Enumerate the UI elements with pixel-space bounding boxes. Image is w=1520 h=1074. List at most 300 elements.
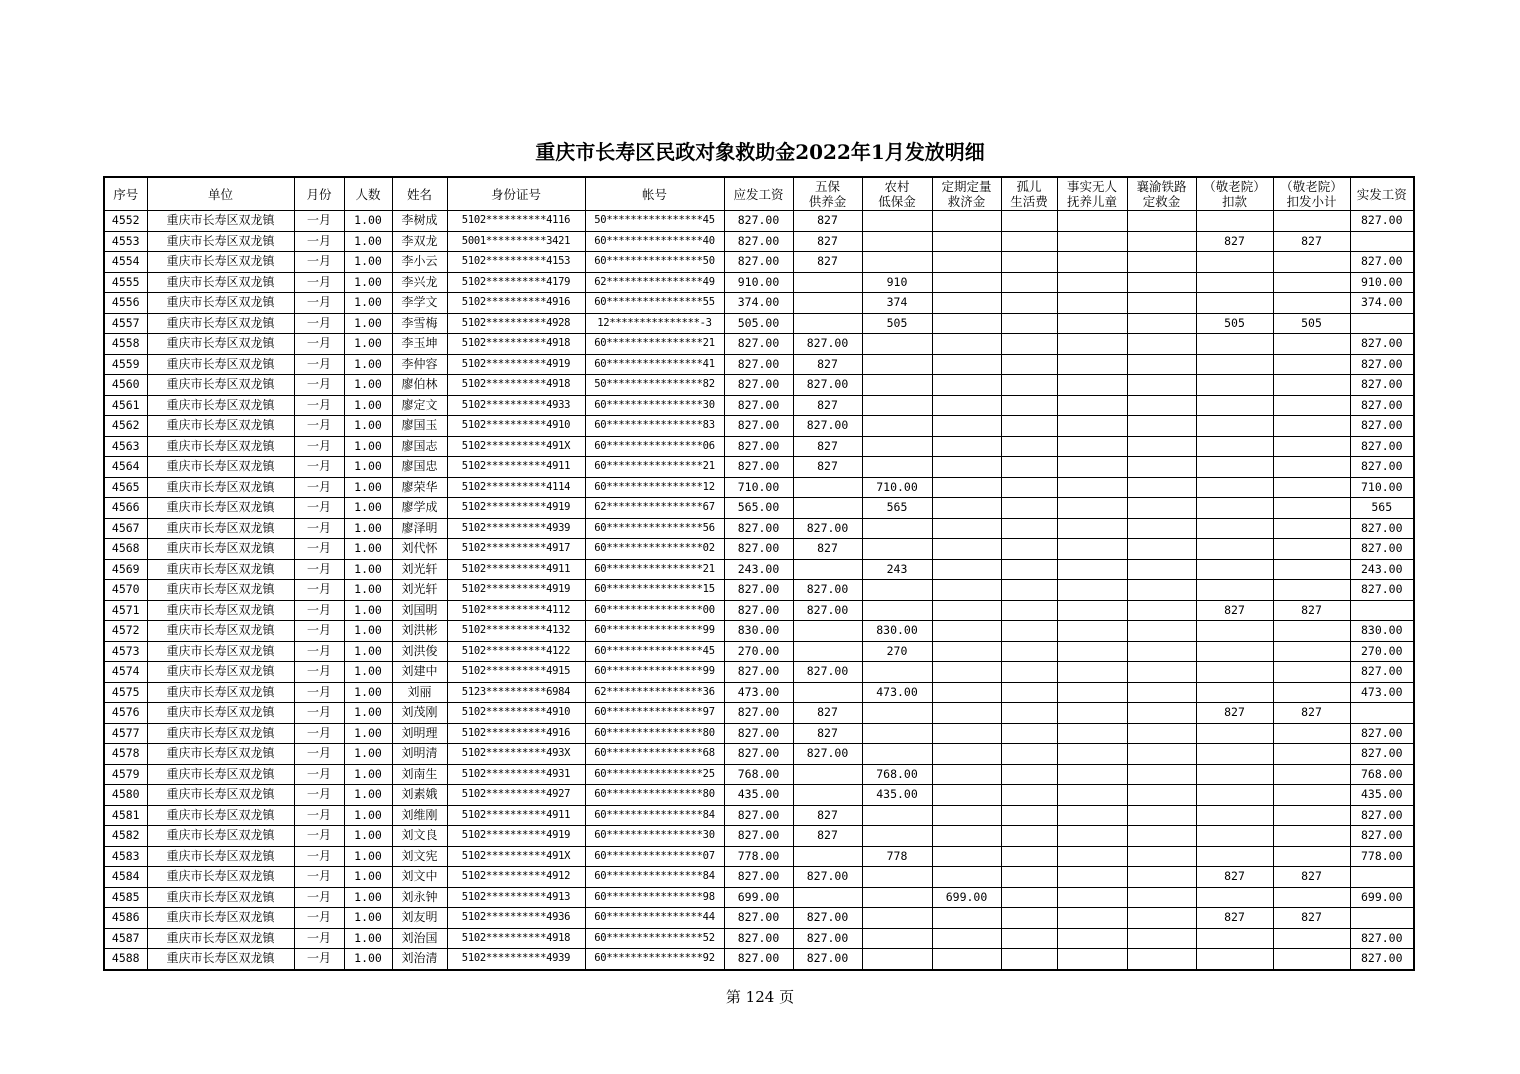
- cell-dibao: 435.00: [862, 785, 932, 806]
- table-row: [104, 682, 1414, 703]
- cell-nursing-subtotal: [1273, 518, 1350, 539]
- cell-name: 李小云: [392, 252, 447, 273]
- cell-nursing-subtotal: [1273, 252, 1350, 273]
- cell-nursing-deduct: [1196, 887, 1273, 908]
- cell-unattended-child: [1057, 723, 1127, 744]
- cell-nursing-deduct: 827: [1196, 867, 1273, 888]
- cell-nursing-subtotal: [1273, 928, 1350, 949]
- cell-month: 一月: [294, 908, 344, 929]
- table-row: [104, 703, 1414, 724]
- cell-dibao: [862, 949, 932, 970]
- cell-payable: 768.00: [724, 764, 793, 785]
- cell-id-number: 5102**********4911: [447, 457, 585, 478]
- cell-actual-pay: 699.00: [1350, 887, 1414, 908]
- cell-seq: 4569: [104, 559, 147, 580]
- cell-count: 1.00: [344, 846, 392, 867]
- cell-count: 1.00: [344, 313, 392, 334]
- header-payable: [724, 177, 793, 211]
- cell-unattended-child: [1057, 744, 1127, 765]
- cell-nursing-subtotal: 827: [1273, 867, 1350, 888]
- cell-unit: 重庆市长寿区双龙镇: [147, 272, 294, 293]
- header-seq-line: 序号: [113, 186, 139, 202]
- cell-nursing-subtotal: [1273, 846, 1350, 867]
- cell-xiangyu: [1127, 539, 1196, 560]
- cell-dibao: [862, 416, 932, 437]
- cell-xiangyu: [1127, 949, 1196, 970]
- cell-nursing-deduct: [1196, 805, 1273, 826]
- cell-id-number: 5102**********4919: [447, 826, 585, 847]
- cell-dibao: 270: [862, 641, 932, 662]
- cell-account: 50****************45: [585, 211, 724, 232]
- cell-xiangyu: [1127, 354, 1196, 375]
- cell-name: 刘明理: [392, 723, 447, 744]
- cell-dibao: [862, 211, 932, 232]
- cell-month: 一月: [294, 949, 344, 970]
- cell-actual-pay: 243.00: [1350, 559, 1414, 580]
- cell-xiangyu: [1127, 416, 1196, 437]
- cell-nursing-deduct: [1196, 436, 1273, 457]
- cell-count: 1.00: [344, 375, 392, 396]
- cell-wubao: [793, 559, 862, 580]
- page-title: 重庆市长寿区民政对象救助金2022年1月发放明细: [535, 140, 985, 164]
- cell-unattended-child: [1057, 580, 1127, 601]
- header-orphan-line: 生活费: [1010, 194, 1048, 209]
- cell-unattended-child: [1057, 785, 1127, 806]
- cell-name: 刘文宪: [392, 846, 447, 867]
- cell-id-number: 5102**********4918: [447, 334, 585, 355]
- cell-name: 李兴龙: [392, 272, 447, 293]
- cell-actual-pay: 827.00: [1350, 662, 1414, 683]
- cell-nursing-subtotal: [1273, 785, 1350, 806]
- cell-dingqi: [932, 313, 1001, 334]
- cell-id-number: 5102**********493X: [447, 744, 585, 765]
- cell-nursing-subtotal: [1273, 764, 1350, 785]
- cell-actual-pay: 827.00: [1350, 518, 1414, 539]
- cell-unit: 重庆市长寿区双龙镇: [147, 313, 294, 334]
- cell-nursing-deduct: [1196, 252, 1273, 273]
- cell-count: 1.00: [344, 395, 392, 416]
- header-count-line: 人数: [355, 186, 381, 202]
- cell-xiangyu: [1127, 375, 1196, 396]
- cell-nursing-deduct: [1196, 272, 1273, 293]
- cell-orphan: [1001, 887, 1057, 908]
- cell-unit: 重庆市长寿区双龙镇: [147, 682, 294, 703]
- cell-count: 1.00: [344, 600, 392, 621]
- cell-wubao: 827: [793, 231, 862, 252]
- cell-actual-pay: [1350, 867, 1414, 888]
- cell-unattended-child: [1057, 457, 1127, 478]
- cell-dibao: 565: [862, 498, 932, 519]
- cell-count: 1.00: [344, 744, 392, 765]
- cell-orphan: [1001, 293, 1057, 314]
- cell-seq: 4587: [104, 928, 147, 949]
- cell-unit: 重庆市长寿区双龙镇: [147, 354, 294, 375]
- cell-dingqi: [932, 723, 1001, 744]
- cell-actual-pay: 827.00: [1350, 744, 1414, 765]
- cell-account: 60****************97: [585, 703, 724, 724]
- cell-orphan: [1001, 908, 1057, 929]
- cell-nursing-subtotal: [1273, 580, 1350, 601]
- cell-account: 60****************02: [585, 539, 724, 560]
- cell-actual-pay: 827.00: [1350, 580, 1414, 601]
- cell-nursing-deduct: [1196, 559, 1273, 580]
- cell-seq: 4574: [104, 662, 147, 683]
- cell-name: 刘丽: [392, 682, 447, 703]
- cell-unattended-child: [1057, 395, 1127, 416]
- cell-actual-pay: 710.00: [1350, 477, 1414, 498]
- header-xiangyu-line: 襄渝铁路: [1136, 179, 1187, 194]
- cell-count: 1.00: [344, 518, 392, 539]
- cell-payable: 827.00: [724, 395, 793, 416]
- table-row: [104, 252, 1414, 273]
- cell-name: 李双龙: [392, 231, 447, 252]
- cell-count: 1.00: [344, 785, 392, 806]
- cell-month: 一月: [294, 416, 344, 437]
- cell-xiangyu: [1127, 518, 1196, 539]
- cell-unit: 重庆市长寿区双龙镇: [147, 416, 294, 437]
- cell-count: 1.00: [344, 559, 392, 580]
- cell-name: 刘洪彬: [392, 621, 447, 642]
- cell-name: 廖定文: [392, 395, 447, 416]
- table-row: [104, 908, 1414, 929]
- cell-unattended-child: [1057, 682, 1127, 703]
- cell-id-number: 5102**********4912: [447, 867, 585, 888]
- cell-nursing-deduct: [1196, 334, 1273, 355]
- cell-account: 60****************84: [585, 867, 724, 888]
- cell-nursing-deduct: [1196, 682, 1273, 703]
- header-unattended-child: [1057, 177, 1127, 211]
- cell-nursing-subtotal: [1273, 477, 1350, 498]
- table-row: [104, 313, 1414, 334]
- cell-dibao: [862, 867, 932, 888]
- cell-actual-pay: [1350, 908, 1414, 929]
- cell-orphan: [1001, 805, 1057, 826]
- cell-month: 一月: [294, 539, 344, 560]
- cell-dingqi: [932, 354, 1001, 375]
- cell-unattended-child: [1057, 498, 1127, 519]
- header-dibao-line: 低保金: [878, 194, 916, 209]
- cell-unattended-child: [1057, 375, 1127, 396]
- cell-nursing-deduct: 827: [1196, 231, 1273, 252]
- cell-account: 60****************12: [585, 477, 724, 498]
- cell-nursing-subtotal: [1273, 744, 1350, 765]
- cell-nursing-deduct: [1196, 539, 1273, 560]
- cell-dingqi: 699.00: [932, 887, 1001, 908]
- cell-nursing-deduct: [1196, 928, 1273, 949]
- cell-dibao: 910: [862, 272, 932, 293]
- cell-dingqi: [932, 272, 1001, 293]
- cell-unit: 重庆市长寿区双龙镇: [147, 744, 294, 765]
- cell-actual-pay: 827.00: [1350, 457, 1414, 478]
- cell-name: 刘建中: [392, 662, 447, 683]
- cell-nursing-subtotal: [1273, 559, 1350, 580]
- cell-unit: 重庆市长寿区双龙镇: [147, 231, 294, 252]
- cell-orphan: [1001, 723, 1057, 744]
- cell-xiangyu: [1127, 580, 1196, 601]
- cell-dingqi: [932, 867, 1001, 888]
- cell-count: 1.00: [344, 867, 392, 888]
- cell-wubao: 827: [793, 395, 862, 416]
- cell-count: 1.00: [344, 805, 392, 826]
- cell-actual-pay: 827.00: [1350, 375, 1414, 396]
- cell-seq: 4576: [104, 703, 147, 724]
- cell-wubao: 827: [793, 436, 862, 457]
- cell-account: 60****************92: [585, 949, 724, 970]
- cell-xiangyu: [1127, 559, 1196, 580]
- cell-month: 一月: [294, 457, 344, 478]
- cell-name: 刘光轩: [392, 559, 447, 580]
- cell-unattended-child: [1057, 887, 1127, 908]
- cell-seq: 4567: [104, 518, 147, 539]
- cell-id-number: 5001**********3421: [447, 231, 585, 252]
- cell-nursing-subtotal: [1273, 334, 1350, 355]
- cell-orphan: [1001, 539, 1057, 560]
- cell-orphan: [1001, 457, 1057, 478]
- cell-id-number: 5102**********4916: [447, 293, 585, 314]
- cell-unit: 重庆市长寿区双龙镇: [147, 559, 294, 580]
- cell-name: 李仲容: [392, 354, 447, 375]
- cell-payable: 243.00: [724, 559, 793, 580]
- cell-dibao: 473.00: [862, 682, 932, 703]
- cell-actual-pay: 778.00: [1350, 846, 1414, 867]
- cell-xiangyu: [1127, 600, 1196, 621]
- header-wubao: [793, 177, 862, 211]
- cell-dingqi: [932, 518, 1001, 539]
- cell-seq: 4581: [104, 805, 147, 826]
- cell-nursing-deduct: [1196, 211, 1273, 232]
- header-payable-line: 应发工资: [733, 186, 784, 202]
- cell-wubao: 827.00: [793, 600, 862, 621]
- cell-nursing-deduct: 827: [1196, 600, 1273, 621]
- cell-nursing-deduct: [1196, 580, 1273, 601]
- cell-dibao: [862, 252, 932, 273]
- header-unattended-child-line: 事实无人: [1066, 179, 1117, 194]
- cell-unit: 重庆市长寿区双龙镇: [147, 826, 294, 847]
- cell-month: 一月: [294, 313, 344, 334]
- cell-month: 一月: [294, 498, 344, 519]
- cell-wubao: 827: [793, 539, 862, 560]
- cell-dingqi: [932, 436, 1001, 457]
- header-dingqi-line: 定期定量: [941, 179, 992, 194]
- cell-wubao: [793, 293, 862, 314]
- cell-count: 1.00: [344, 723, 392, 744]
- cell-unattended-child: [1057, 621, 1127, 642]
- cell-wubao: 827: [793, 723, 862, 744]
- cell-count: 1.00: [344, 436, 392, 457]
- cell-xiangyu: [1127, 641, 1196, 662]
- cell-xiangyu: [1127, 436, 1196, 457]
- cell-month: 一月: [294, 375, 344, 396]
- cell-month: 一月: [294, 436, 344, 457]
- header-dibao: [862, 177, 932, 211]
- cell-unattended-child: [1057, 354, 1127, 375]
- cell-payable: 827.00: [724, 211, 793, 232]
- cell-seq: 4579: [104, 764, 147, 785]
- header-xiangyu: [1127, 177, 1196, 211]
- cell-unit: 重庆市长寿区双龙镇: [147, 498, 294, 519]
- cell-orphan: [1001, 498, 1057, 519]
- cell-xiangyu: [1127, 231, 1196, 252]
- cell-nursing-subtotal: [1273, 416, 1350, 437]
- cell-dibao: [862, 887, 932, 908]
- cell-account: 60****************30: [585, 395, 724, 416]
- cell-dingqi: [932, 477, 1001, 498]
- cell-name: 刘文中: [392, 867, 447, 888]
- cell-unattended-child: [1057, 518, 1127, 539]
- cell-actual-pay: 827.00: [1350, 436, 1414, 457]
- cell-count: 1.00: [344, 949, 392, 970]
- cell-count: 1.00: [344, 641, 392, 662]
- cell-unattended-child: [1057, 949, 1127, 970]
- table-body: [104, 211, 1414, 970]
- cell-unattended-child: [1057, 805, 1127, 826]
- header-month: [294, 177, 344, 211]
- cell-xiangyu: [1127, 252, 1196, 273]
- cell-nursing-subtotal: [1273, 621, 1350, 642]
- cell-account: 60****************56: [585, 518, 724, 539]
- cell-wubao: [793, 641, 862, 662]
- cell-unit: 重庆市长寿区双龙镇: [147, 334, 294, 355]
- cell-nursing-deduct: [1196, 375, 1273, 396]
- cell-dingqi: [932, 826, 1001, 847]
- cell-count: 1.00: [344, 252, 392, 273]
- cell-orphan: [1001, 211, 1057, 232]
- cell-name: 刘治国: [392, 928, 447, 949]
- cell-payable: 827.00: [724, 580, 793, 601]
- cell-unit: 重庆市长寿区双龙镇: [147, 805, 294, 826]
- cell-payable: 827.00: [724, 662, 793, 683]
- cell-seq: 4558: [104, 334, 147, 355]
- cell-seq: 4577: [104, 723, 147, 744]
- cell-month: 一月: [294, 805, 344, 826]
- cell-actual-pay: 768.00: [1350, 764, 1414, 785]
- cell-xiangyu: [1127, 805, 1196, 826]
- cell-account: 12***************-3: [585, 313, 724, 334]
- header-account: [585, 177, 724, 211]
- cell-unit: 重庆市长寿区双龙镇: [147, 908, 294, 929]
- cell-unattended-child: [1057, 416, 1127, 437]
- cell-count: 1.00: [344, 457, 392, 478]
- cell-orphan: [1001, 867, 1057, 888]
- cell-nursing-subtotal: [1273, 723, 1350, 744]
- cell-seq: 4582: [104, 826, 147, 847]
- cell-dibao: 505: [862, 313, 932, 334]
- cell-unattended-child: [1057, 231, 1127, 252]
- cell-unattended-child: [1057, 867, 1127, 888]
- cell-wubao: [793, 477, 862, 498]
- cell-payable: 505.00: [724, 313, 793, 334]
- cell-payable: 270.00: [724, 641, 793, 662]
- cell-payable: 778.00: [724, 846, 793, 867]
- cell-nursing-subtotal: [1273, 457, 1350, 478]
- cell-dingqi: [932, 416, 1001, 437]
- cell-payable: 827.00: [724, 826, 793, 847]
- table-row: [104, 580, 1414, 601]
- cell-seq: 4573: [104, 641, 147, 662]
- cell-actual-pay: 827.00: [1350, 334, 1414, 355]
- cell-seq: 4570: [104, 580, 147, 601]
- cell-xiangyu: [1127, 703, 1196, 724]
- cell-account: 60****************41: [585, 354, 724, 375]
- cell-seq: 4566: [104, 498, 147, 519]
- cell-account: 60****************52: [585, 928, 724, 949]
- cell-xiangyu: [1127, 826, 1196, 847]
- cell-dibao: 830.00: [862, 621, 932, 642]
- cell-account: 60****************30: [585, 826, 724, 847]
- cell-id-number: 5102**********4910: [447, 416, 585, 437]
- cell-unattended-child: [1057, 600, 1127, 621]
- table-row: [104, 723, 1414, 744]
- cell-dibao: [862, 928, 932, 949]
- cell-actual-pay: [1350, 703, 1414, 724]
- cell-seq: 4572: [104, 621, 147, 642]
- cell-dingqi: [932, 908, 1001, 929]
- cell-month: 一月: [294, 334, 344, 355]
- cell-actual-pay: [1350, 231, 1414, 252]
- header-name: [392, 177, 447, 211]
- cell-nursing-subtotal: [1273, 826, 1350, 847]
- cell-orphan: [1001, 928, 1057, 949]
- cell-payable: 435.00: [724, 785, 793, 806]
- cell-orphan: [1001, 231, 1057, 252]
- cell-account: 60****************21: [585, 559, 724, 580]
- cell-xiangyu: [1127, 334, 1196, 355]
- cell-count: 1.00: [344, 272, 392, 293]
- cell-actual-pay: 830.00: [1350, 621, 1414, 642]
- cell-month: 一月: [294, 887, 344, 908]
- cell-orphan: [1001, 662, 1057, 683]
- cell-actual-pay: 827.00: [1350, 949, 1414, 970]
- cell-unit: 重庆市长寿区双龙镇: [147, 457, 294, 478]
- header-dibao-line: 农村: [884, 179, 910, 194]
- table-row: [104, 662, 1414, 683]
- cell-unit: 重庆市长寿区双龙镇: [147, 375, 294, 396]
- cell-dingqi: [932, 703, 1001, 724]
- cell-dingqi: [932, 252, 1001, 273]
- cell-month: 一月: [294, 662, 344, 683]
- cell-nursing-deduct: 827: [1196, 908, 1273, 929]
- cell-count: 1.00: [344, 621, 392, 642]
- header-xiangyu-line: 定救金: [1142, 194, 1181, 209]
- cell-wubao: 827.00: [793, 334, 862, 355]
- cell-unit: 重庆市长寿区双龙镇: [147, 395, 294, 416]
- cell-dingqi: [932, 600, 1001, 621]
- header-nursing-subtotal-line: （敬老院）: [1280, 179, 1343, 194]
- cell-unit: 重庆市长寿区双龙镇: [147, 252, 294, 273]
- cell-xiangyu: [1127, 272, 1196, 293]
- cell-unattended-child: [1057, 908, 1127, 929]
- cell-nursing-subtotal: [1273, 641, 1350, 662]
- cell-payable: 827.00: [724, 252, 793, 273]
- cell-name: 刘光轩: [392, 580, 447, 601]
- cell-nursing-deduct: [1196, 416, 1273, 437]
- cell-payable: 473.00: [724, 682, 793, 703]
- cell-dibao: [862, 375, 932, 396]
- cell-dibao: [862, 744, 932, 765]
- cell-payable: 374.00: [724, 293, 793, 314]
- table-row: [104, 416, 1414, 437]
- cell-dingqi: [932, 846, 1001, 867]
- cell-xiangyu: [1127, 621, 1196, 642]
- cell-dibao: [862, 662, 932, 683]
- header-nursing-subtotal-line: 扣发小计: [1286, 194, 1337, 209]
- cell-unit: 重庆市长寿区双龙镇: [147, 518, 294, 539]
- cell-dingqi: [932, 334, 1001, 355]
- cell-month: 一月: [294, 744, 344, 765]
- cell-dingqi: [932, 764, 1001, 785]
- cell-orphan: [1001, 395, 1057, 416]
- cell-count: 1.00: [344, 662, 392, 683]
